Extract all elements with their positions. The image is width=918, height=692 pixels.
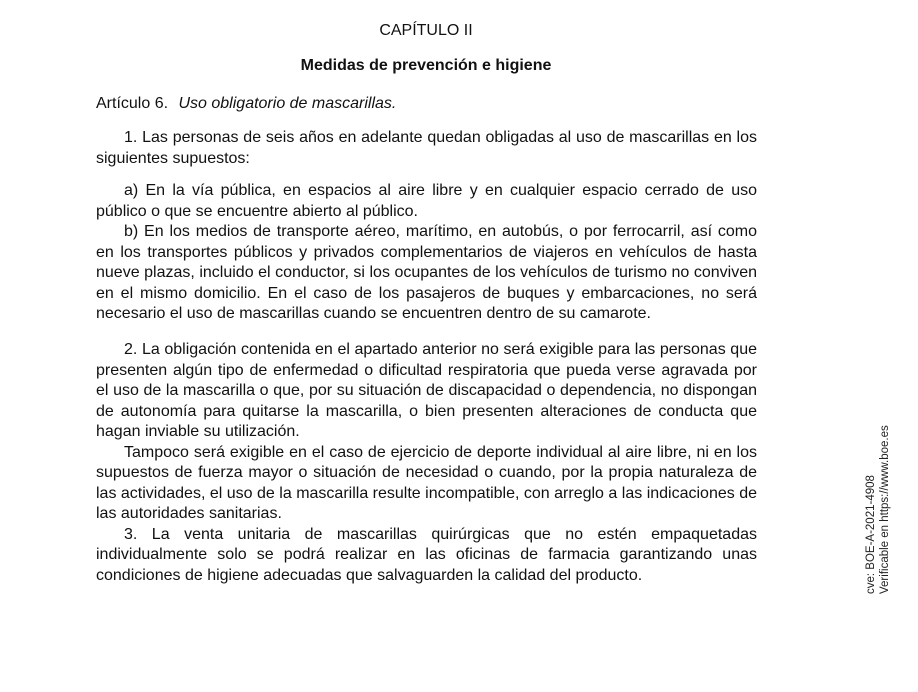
article-heading — [96, 94, 396, 114]
paragraph-a: a) En la vía pública, en espacios al aire libre y en cualquier espacio cerrado de uso público o que se encuentre abierto al público. — [96, 182, 757, 220]
paragraph-block-3 — [96, 340, 757, 586]
paragraph-3: 3. La venta unitaria de mascarillas quirúrgicas que no estén empaquetadas individualmente solo se podrá realizar en las oficinas de farmacia garantizando unas condiciones de higiene adecuadas que salvaguarden la calidad del producto. — [96, 525, 757, 584]
paragraph-b: b) En los medios de transporte aéreo, marítimo, en autobús, o por ferrocarril, así como en los transportes públicos y privados complementarios de viajeros en vehículos de hasta nueve plazas, incluido el conductor, si los ocupantes de los vehículos de turismo no conviven en el mismo domicilio. En el caso de los pasajeros de buques y embarcaciones, no será necesario el uso de mascarillas cuando se encuentren dentro de su camarote. — [96, 223, 757, 322]
cve-code: cve: BOE-A-2021-4908 — [865, 475, 877, 594]
chapter-heading: CAPÍTULO II — [379, 22, 473, 39]
article-title: Uso obligatorio de mascarillas. — [178, 95, 397, 112]
paragraph-1: 1. Las personas de seis años en adelante quedan obligadas al uso de mascarillas en los siguientes supuestos: — [96, 129, 757, 167]
verification-link[interactable]: Verificable en https://www.boe.es — [879, 425, 891, 594]
paragraph-2: 2. La obligación contenida en el apartado anterior no será exigible para las personas que presenten algún tipo de enfermedad o dificultad respiratoria que pueda verse agravada por el uso de la mascarilla o que, por su situación de discapacidad o dependencia, no dispongan de autonomía para quitarse la mascarilla, o bien presenten alteraciones de conducta que hagan inviable su utilización. — [96, 341, 757, 440]
verification-side-note — [864, 394, 892, 594]
article-number: Artículo 6. — [96, 95, 169, 112]
paragraph-block-1 — [96, 128, 757, 169]
section-title: Medidas de prevención e higiene — [300, 57, 552, 74]
paragraph-2b: Tampoco será exigible en el caso de ejercicio de deporte individual al aire libre, ni en los supuestos de fuerza mayor o situación de necesidad o cuando, por la propia naturaleza de las actividades, el uso de la mascarilla resulte incompatible, con arreglo a las indicaciones de las autoridades sanitarias. — [96, 443, 757, 522]
paragraph-block-2 — [96, 181, 757, 325]
